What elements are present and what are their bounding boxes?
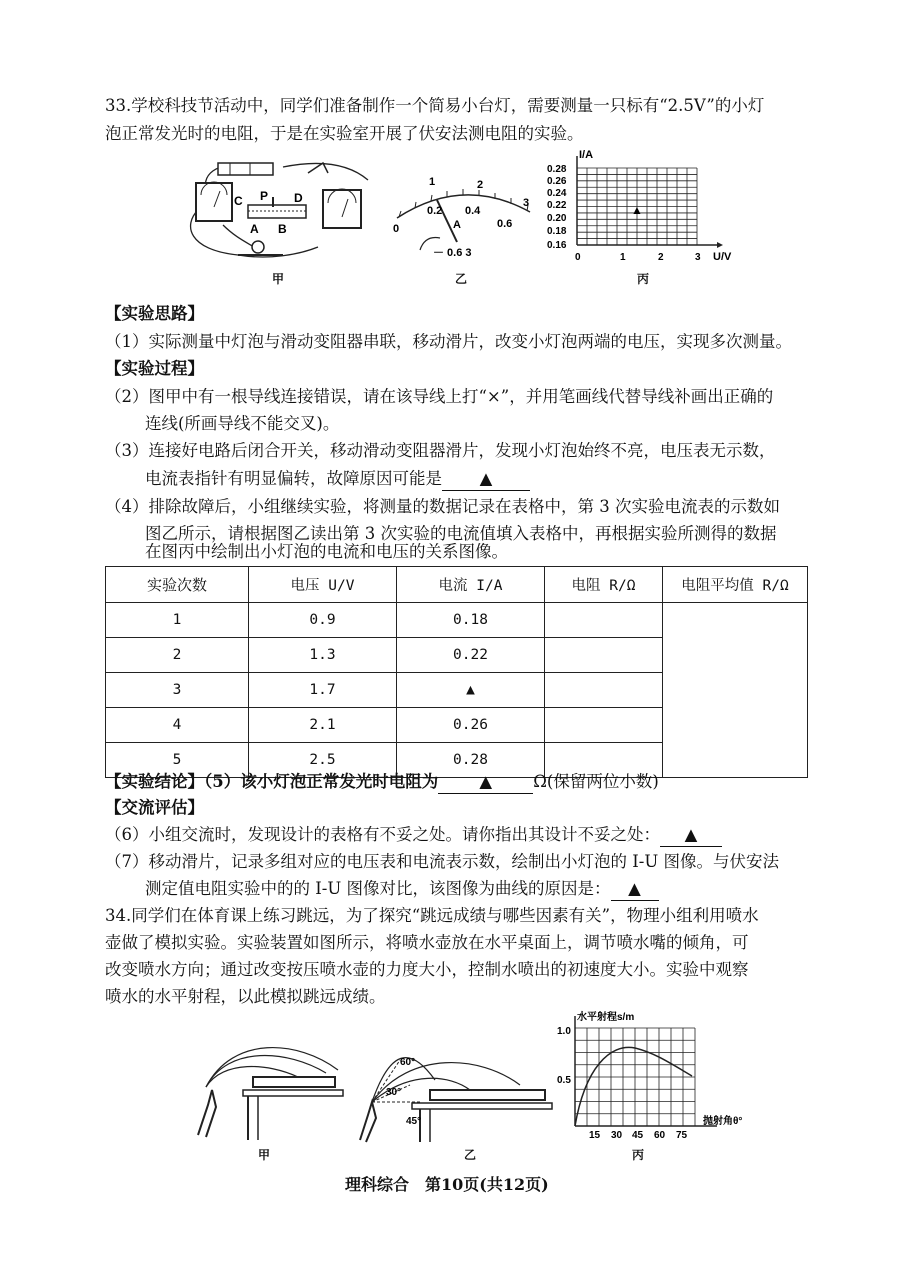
label-C: C (234, 194, 243, 208)
q33-p7b: 测定值电阻实验中的的 I-U 图像对比，该图像为曲线的原因是： (145, 879, 611, 898)
q33-p5-row (105, 771, 659, 794)
section-thinking: 【实验思路】 (105, 304, 204, 323)
table-cell: 0.26 (397, 708, 545, 743)
iu-ytick: 0.22 (547, 200, 567, 211)
q33-p4c: 在图丙中绘制出小灯泡的电流和电压的关系图像。 (145, 542, 508, 561)
fig-label-bing: 丙 (637, 272, 650, 286)
dial-bottom-0: 0 (393, 223, 400, 235)
range-xtick: 15 (589, 1130, 601, 1141)
q34-line4: 喷水的水平射程，以此模拟跳远成绩。 (105, 987, 386, 1006)
range-xtick: 30 (611, 1130, 623, 1141)
table-cell-empty[interactable] (545, 603, 663, 638)
dial-bottom-04: 0.4 (465, 205, 481, 217)
iu-ytick: 0.28 (547, 164, 567, 175)
table-cell: 2.5 (249, 743, 397, 778)
dial-bottom-02: 0.2 (427, 205, 443, 217)
iu-ylabel: I/A (579, 149, 594, 161)
q33-p1: （1）实际测量中灯泡与滑动变阻器串联，移动滑片，改变小灯泡两端的电压，实现多次测量。 (105, 332, 792, 351)
iu-xlabel: U/V (713, 251, 732, 263)
iu-ytick: 0.16 (547, 240, 567, 251)
range-xtick: 45 (632, 1130, 644, 1141)
label-P: P (260, 189, 269, 203)
range-ytick: 1.0 (557, 1026, 571, 1037)
table-header: 实验次数 (106, 567, 249, 603)
q33-p5-suffix: Ω(保留两位小数) (533, 772, 659, 791)
bulb-icon (252, 241, 264, 253)
answer-blank-7[interactable]: ▲ (611, 878, 659, 901)
sprayer-figure-jia (188, 1045, 348, 1145)
basin-icon (253, 1077, 335, 1087)
angle-30: 30° (386, 1087, 402, 1098)
table-icon (243, 1090, 343, 1096)
table-cell: 0.28 (397, 743, 545, 778)
table-header: 电阻平均值 R/Ω (663, 567, 808, 603)
sprayer-icon (198, 1090, 216, 1137)
q33-p4b: 图乙所示，请根据图乙读出第 3 次实验的电流值填入表格中，再根据实验所测得的数据 (145, 524, 777, 543)
iu-xtick: 2 (658, 252, 664, 263)
section-process: 【实验过程】 (105, 359, 204, 378)
table-cell: 1 (106, 603, 249, 638)
q34-fig-jia: 甲 (258, 1148, 271, 1162)
answer-blank-3[interactable]: ▲ (442, 468, 530, 491)
table-cell: 0.9 (249, 603, 397, 638)
angle-45: 45° (406, 1116, 422, 1127)
range-ylabel: 水平射程s/m (577, 1012, 635, 1023)
iu-xtick: 3 (695, 252, 701, 263)
iu-xtick: 1 (620, 252, 626, 263)
q33-p2b: 连线(所画导线不能交叉)。 (145, 414, 340, 433)
label-A: A (250, 222, 259, 236)
table-cell: 0.22 (397, 638, 545, 673)
iu-ytick: 0.20 (547, 213, 567, 224)
ammeter-dial-figure (385, 170, 540, 265)
q33-p6: （6）小组交流时，发现设计的表格有不妥之处。请你指出其设计不妥之处： (105, 825, 660, 844)
dial-top-1: 1 (429, 176, 436, 188)
table-cell: 0.18 (397, 603, 545, 638)
iu-ytick: 0.26 (547, 176, 567, 187)
answer-blank-6[interactable]: ▲ (660, 824, 722, 847)
battery-icon (218, 163, 273, 175)
ammeter-icon (196, 183, 232, 221)
dial-terminals: － 0.6 3 (433, 247, 472, 259)
table-cell-empty[interactable] (545, 673, 663, 708)
table-cell: 3 (106, 673, 249, 708)
q33-p6-row (105, 824, 722, 847)
table-row (106, 603, 808, 638)
range-ytick: 0.5 (557, 1075, 571, 1086)
table-cell: 1.7 (249, 673, 397, 708)
voltmeter-icon (323, 190, 361, 228)
range-graph (555, 1008, 760, 1143)
table-cell: 1.3 (249, 638, 397, 673)
table-cell: 4 (106, 708, 249, 743)
table-header: 电阻 R/Ω (545, 567, 663, 603)
range-xtick: 60 (654, 1130, 666, 1141)
table-cell[interactable]: ▲ (397, 673, 545, 708)
table-cell-empty[interactable] (545, 708, 663, 743)
q33-p3b-row (145, 468, 530, 491)
dial-top-3: 3 (523, 197, 530, 209)
q33-p5-prefix: 【实验结论】（5）该小灯泡正常发光时电阻为 (105, 772, 439, 791)
circuit-figure (178, 155, 378, 267)
table-cell: 2 (106, 638, 249, 673)
iu-answer-mark: ▲ (631, 203, 643, 217)
iu-ytick: 0.18 (547, 226, 567, 237)
table-header: 电流 I/A (397, 567, 545, 603)
label-D: D (294, 191, 303, 205)
page-footer: 理科综合 第10页(共12页) (345, 1175, 549, 1194)
q33-p7a: （7）移动滑片，记录多组对应的电压表和电流表示数，绘制出小灯泡的 I-U 图像。与伏安法 (105, 852, 779, 871)
q33-line2: 泡正常发光时的电阻，于是在实验室开展了伏安法测电阻的实验。 (105, 124, 584, 143)
switch-icon (308, 163, 328, 173)
range-xlabel: 抛射角θ° (703, 1116, 743, 1127)
q33-p3a: （3）连接好电路后闭合开关，移动滑动变阻器滑片，发现小灯泡始终不亮，电压表无示数， (105, 441, 776, 460)
data-table (105, 566, 808, 778)
q34-line2: 壶做了模拟实验。实验装置如图所示，将喷水壶放在水平桌面上，调节喷水嘴的倾角，可 (105, 933, 749, 952)
dial-bottom-06: 0.6 (497, 218, 513, 230)
table-header: 电压 U/V (249, 567, 397, 603)
fig-label-yi: 乙 (455, 272, 468, 286)
q34-fig-bing: 丙 (632, 1148, 645, 1162)
fig-label-jia: 甲 (272, 272, 285, 286)
q34-fig-yi: 乙 (464, 1148, 477, 1162)
q34-line3: 改变喷水方向；通过改变按压喷水壶的力度大小，控制水喷出的初速度大小。实验中观察 (105, 960, 749, 979)
range-curve (575, 1047, 692, 1126)
section-evaluation: 【交流评估】 (105, 798, 204, 817)
answer-blank-5[interactable]: ▲ (438, 771, 533, 794)
iu-xtick: 0 (575, 252, 581, 263)
table-header-row (106, 567, 808, 603)
table-cell: 2.1 (249, 708, 397, 743)
q33-p2a: （2）图甲中有一根导线连接错误，请在该导线上打“×”，并用笔画线代替导线补画出正确的 (105, 387, 774, 406)
table-cell-empty[interactable] (545, 638, 663, 673)
label-B: B (278, 222, 287, 236)
table-cell-average[interactable] (663, 603, 808, 778)
q33-p7b-row (145, 878, 659, 901)
sprayer-figure-yi (350, 1040, 555, 1145)
angle-60: 60° (400, 1057, 416, 1068)
q33-line1: 33.学校科技节活动中，同学们准备制作一个简易小台灯，需要测量一只标有“2.5V”的小灯 (105, 96, 765, 115)
dial-unit: A (453, 219, 461, 231)
q33-p4a: （4）排除故障后，小组继续实验，将测量的数据记录在表格中，第 3 次实验电流表的示数如 (105, 497, 780, 516)
dial-top-2: 2 (477, 179, 484, 191)
iu-ytick: 0.24 (547, 188, 567, 199)
q33-p3b: 电流表指针有明显偏转，故障原因可能是 (145, 469, 442, 488)
range-xtick: 75 (676, 1130, 688, 1141)
table-cell: 5 (106, 743, 249, 778)
q34-line1: 34.同学们在体育课上练习跳远，为了探究“跳远成绩与哪些因素有关”，物理小组利用喷水 (105, 906, 759, 925)
iu-graph (545, 148, 740, 268)
